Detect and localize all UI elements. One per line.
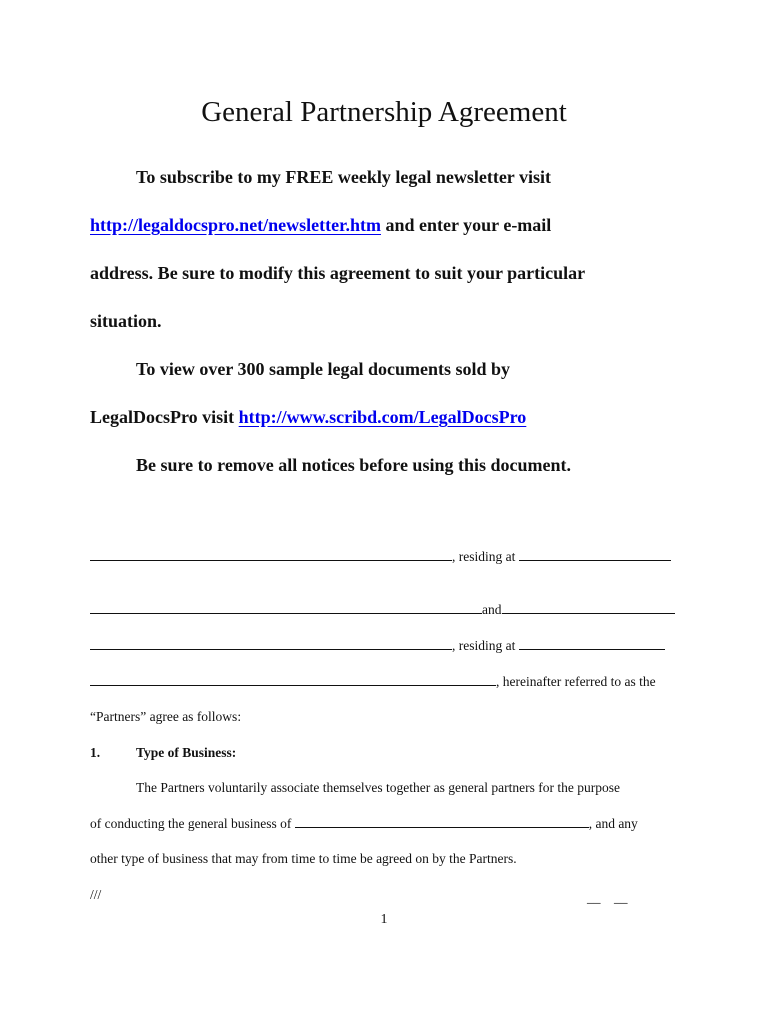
section-1-line-2 xyxy=(90,814,638,834)
section-1-number: 1. xyxy=(90,745,101,760)
section-1-line-2-suffix: , and any xyxy=(588,816,638,831)
and-label: and xyxy=(482,602,502,617)
section-1-line-1: The Partners voluntarily associate themselves together as general partners for the purpose xyxy=(136,780,620,795)
section-1-heading: Type of Business: xyxy=(136,745,237,760)
party-line-3 xyxy=(90,636,665,656)
party-2-name-blank[interactable] xyxy=(90,636,452,650)
notice-line-2 xyxy=(90,213,551,237)
page-number: 1 xyxy=(380,912,388,927)
notice-line-6 xyxy=(90,405,526,429)
document-title: General Partnership Agreement xyxy=(201,96,567,128)
party-line-4 xyxy=(90,672,656,692)
continuation-mark: /// xyxy=(90,887,102,902)
party-line-1 xyxy=(90,547,671,567)
residing-at-label-1: , residing at xyxy=(452,549,519,564)
party-1-cont-blank[interactable] xyxy=(90,600,482,614)
notice-line-6-prefix: LegalDocsPro visit xyxy=(90,407,239,427)
notice-line-1: To subscribe to my FREE weekly legal newsletter visit xyxy=(136,167,551,187)
party-2-address-blank[interactable] xyxy=(519,636,665,650)
scribd-link[interactable]: http://www.scribd.com/LegalDocsPro xyxy=(238,407,527,427)
notice-line-7: Be sure to remove all notices before using this document. xyxy=(136,455,571,475)
party-2-start-blank[interactable] xyxy=(502,600,675,614)
notice-line-5: To view over 300 sample legal documents sold by xyxy=(136,359,511,379)
newsletter-link[interactable]: http://legaldocspro.net/newsletter.htm xyxy=(90,215,381,235)
section-1-line-2-prefix: of conducting the general business of xyxy=(90,816,295,831)
notice-line-2-rest: and enter your e-mail xyxy=(380,215,552,235)
party-2-cont-blank[interactable] xyxy=(90,672,496,686)
party-1-name-blank[interactable] xyxy=(90,547,452,561)
party-1-address-blank[interactable] xyxy=(519,547,671,561)
hereinafter-label: , hereinafter referred to as the xyxy=(496,674,656,689)
section-1-line-3: other type of business that may from time to time be agreed on by the Partners. xyxy=(90,851,517,866)
business-description-blank[interactable] xyxy=(295,814,589,828)
partners-agree-line: “Partners” agree as follows: xyxy=(90,709,242,724)
residing-at-label-2: , residing at xyxy=(452,638,519,653)
notice-line-4: situation. xyxy=(90,311,162,331)
notice-line-3: address. Be sure to modify this agreement to suit your particular xyxy=(90,263,586,283)
party-line-2 xyxy=(90,600,675,620)
initials-marks: __ __ xyxy=(587,890,628,905)
